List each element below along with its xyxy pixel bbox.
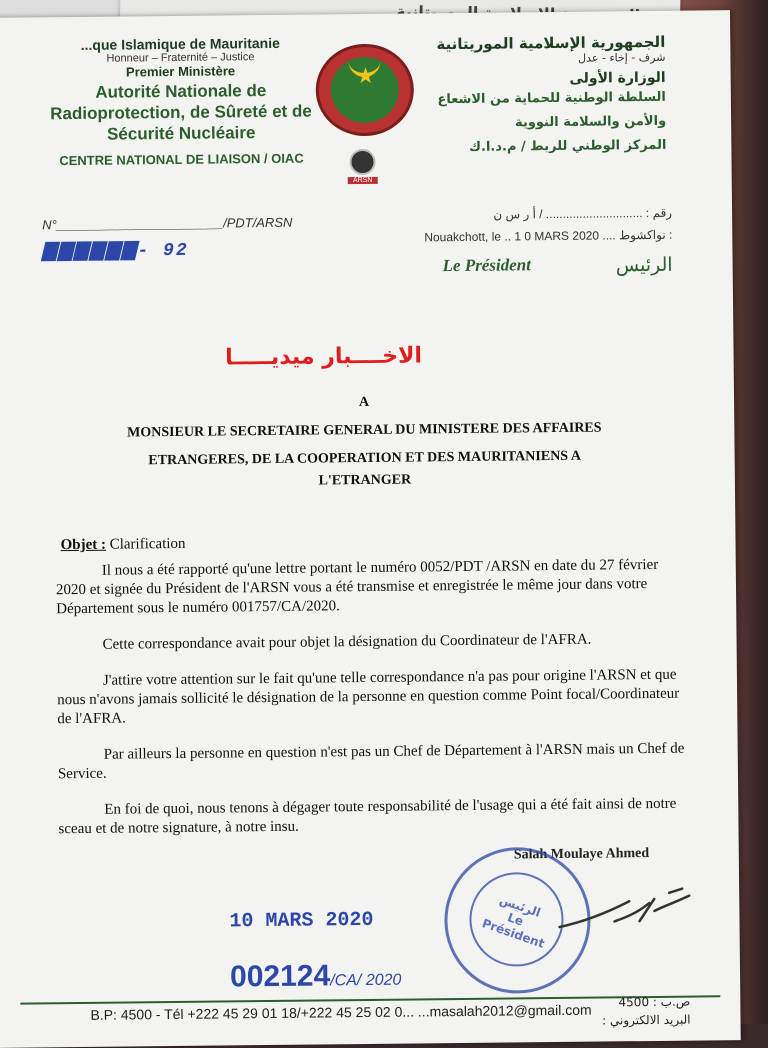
reference-block-right [412, 206, 673, 279]
reference-number-fr [42, 215, 293, 263]
handwritten-signature-icon [554, 881, 695, 937]
media-watermark: الاخــــبار ميديـــــا [225, 343, 423, 371]
addressee-block [84, 386, 645, 498]
president-title [413, 254, 673, 277]
object-line [60, 536, 185, 554]
center-name-ar: المركز الوطني للربط / م.د.ا.ك [469, 137, 667, 155]
president-title-fr: Le Président [442, 255, 532, 276]
paragraph: Il nous a été rapporté qu'une lettre portant le numéro 0052/PDT /ARSN en date du 27 février 2020 et signée du Président de l'ARSN vous a été transmise et enregistrée le même jour dans votre Département sous le numéro 001757/CA/2020. [55, 556, 659, 618]
ministry-name: Premier Ministère [125, 63, 236, 80]
date-received-stamp: 10 MARS 2020 [229, 908, 374, 934]
center-name: CENTRE NATIONAL DE LIAISON / OIAC [59, 150, 304, 169]
authority-name-ar: السلطة الوطنية للحماية من الاشعاع والأمن والسلامة النووية [437, 89, 667, 131]
registration-suffix: /CA/ 2020 [330, 971, 402, 990]
addressee-a: A [358, 394, 370, 411]
ministry-name-ar: الوزارة الأولى [569, 69, 666, 87]
addressee-line-3: L'ETRANGER [318, 472, 412, 489]
radiation-trefoil-icon [349, 149, 375, 175]
registration-number-stamp [230, 959, 402, 995]
place-date: Nouakchott, le .. 1 0 MARS 2020 .... نواكشوط : [424, 227, 673, 245]
registration-number: 002124 [229, 959, 331, 994]
reference-number-label: N°_______________________/PDT/ARSN [42, 214, 293, 233]
national-motto: Honneur – Fraternité – Justice [106, 51, 255, 65]
footer-email-ar: البريد الالكتروني : [602, 1012, 691, 1028]
seal-text: الرئيس Le Président [480, 892, 547, 951]
header-left-french [35, 34, 326, 168]
president-title-ar: الرئيس [615, 253, 673, 277]
national-motto-ar: شرف - إخاء - عدل [578, 50, 666, 65]
republic-name-ar: الجمهورية الإسلامية الموريتانية [436, 32, 666, 54]
paragraph: J'attire votre attention sur le fait qu'une telle correspondance n'a pas pour origine l'ARSN et que nous n'avons jamais sollicité le désignation de la personne en question comme Point focal/Coordinateur de l'AFRA. [57, 666, 680, 728]
arsn-logo [347, 149, 377, 185]
object-label: Objet : [60, 536, 107, 554]
addressee-line-2: ETRANGERES, DE LA COOPERATION ET DES MAURITANIENS A [148, 448, 581, 469]
paragraph: Cette correspondance avait pour objet la désignation du Coordinateur de l'AFRA. [102, 631, 592, 653]
paragraph: En foi de quoi, nous tenons à dégager toute responsabilité de l'usage qui a été fait ainsi de notre sceau et de notre signature, à notre insu. [58, 795, 677, 838]
footer-po-box-ar: ص.ب : 4500 [618, 994, 691, 1010]
footer [90, 994, 691, 1028]
letter-body [56, 556, 689, 857]
national-seal-icon [315, 43, 414, 136]
signatory-name: Salah Moulaye Ahmed [513, 846, 650, 863]
arsn-logo-label: ARSN [348, 177, 378, 184]
header-right-arabic [405, 33, 666, 161]
footer-contact: B.P: 4500 - Tél +222 45 29 01 18/+222 45 25 02 0... ...masalah2012@gmail.com [90, 1001, 592, 1023]
reference-number-ar: رقم : ............................. / أ ر س ن [493, 205, 673, 222]
paragraph: Par ailleurs la personne en question n'est pas un Chef de Département à l'ARSN mais un Chef de Service. [57, 740, 685, 783]
authority-name: Autorité Nationale de Radioprotection, de Sûreté et de Sécurité Nucléaire [50, 81, 312, 144]
star-icon: ★ [355, 62, 376, 89]
footer-arabic [602, 993, 691, 1030]
seal-inner [330, 57, 399, 124]
reference-number-stamp: ▇▇▇▇▇▇- 92 [42, 240, 189, 263]
letter-page [0, 10, 741, 1048]
addressee-line-1: MONSIEUR LE SECRETAIRE GENERAL DU MINISTERE DES AFFAIRES [127, 420, 602, 441]
republic-name: ...que Islamique de Mauritanie [80, 34, 280, 53]
object-value: Clarification [109, 535, 186, 553]
